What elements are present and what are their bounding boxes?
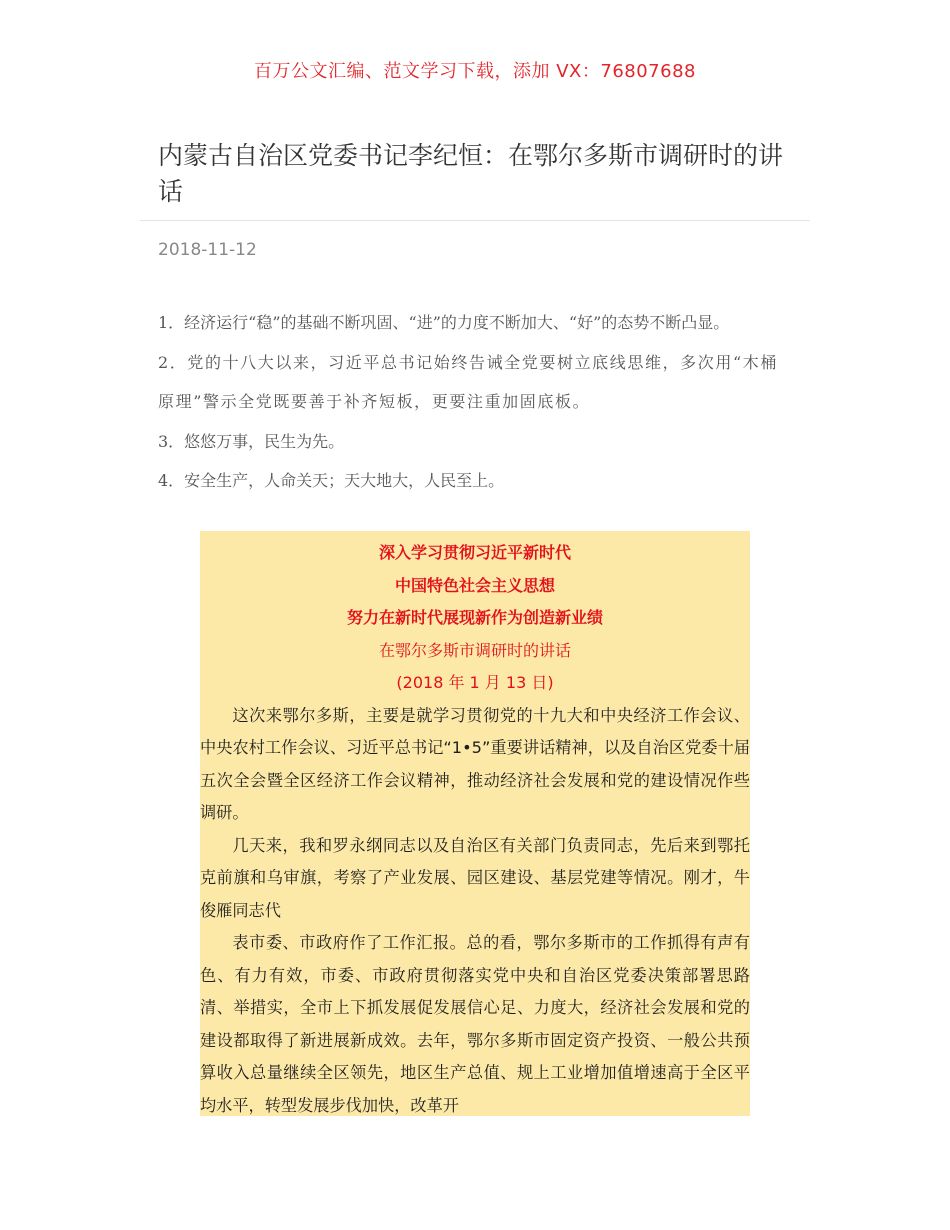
excerpt-paragraph: 几天来，我和罗永纲同志以及自治区有关部门负责同志，先后来到鄂托克前旗和乌审旗，考察了产业发展、园区建设、基层党建等情况。刚才，牛俊雁同志代 bbox=[200, 835, 750, 920]
excerpt-paragraph: 这次来鄂尔多斯，主要是就学习贯彻党的十九大和中央经济工作会议、中央农村工作会议、习近平总书记“1•5”重要讲话精神，以及自治区党委十届五次全会暨全区经济工作会议精神，推动经济社会发展和党的建设情况作些调研。 bbox=[200, 705, 750, 822]
key-point: 4．安全生产，人命关天；天大地大，人民至上。 bbox=[158, 471, 505, 490]
article-date: 2018-11-12 bbox=[158, 240, 257, 260]
key-point: 2．党的十八大以来，习近平总书记始终告诫全党要树立底线思维，多次用“木桶原理”警示全党既要善于补齐短板，更要注重加固底板。 bbox=[158, 352, 778, 411]
key-points-list bbox=[158, 303, 794, 501]
excerpt-body bbox=[200, 700, 750, 1117]
title-divider bbox=[140, 220, 810, 221]
key-point: 3．悠悠万事，民生为先。 bbox=[158, 431, 345, 451]
speech-excerpt-image bbox=[200, 531, 750, 1116]
article-title: 内蒙古自治区党委书记李纪恒：在鄂尔多斯市调研时的讲话 bbox=[158, 141, 784, 206]
excerpt-headline: 努力在新时代展现新作为创造新业绩 bbox=[346, 608, 603, 627]
excerpt-headline: 中国特色社会主义思想 bbox=[394, 575, 555, 595]
excerpt-subtitle: 在鄂尔多斯市调研时的讲话 bbox=[378, 640, 571, 660]
promo-banner: 百万公文汇编、范文学习下载，添加 VX：76807688 bbox=[254, 61, 696, 82]
excerpt-date: (2018 年 1 月 13 日) bbox=[396, 673, 554, 692]
excerpt-headline: 深入学习贯彻习近平新时代 bbox=[378, 543, 571, 562]
key-point: 1．经济运行“稳”的基础不断巩固、“进”的力度不断加大、“好”的态势不断凸显。 bbox=[158, 313, 730, 332]
excerpt-paragraph: 表市委、市政府作了工作汇报。总的看，鄂尔多斯市的工作抓得有声有色、有力有效，市委、市政府贯彻落实党中央和自治区党委决策部署思路清、举措实，全市上下抓发展促发展信心足、力度大，经济社会发展和党的建设都取得了新进展新成效。去年，鄂尔多斯市固定资产投资、一般公共预算收入总量继续全区领先，地区生产总值、规上工业增加值增速高于全区平均水平，转型发展步伐加快，改革开 bbox=[200, 933, 750, 1115]
